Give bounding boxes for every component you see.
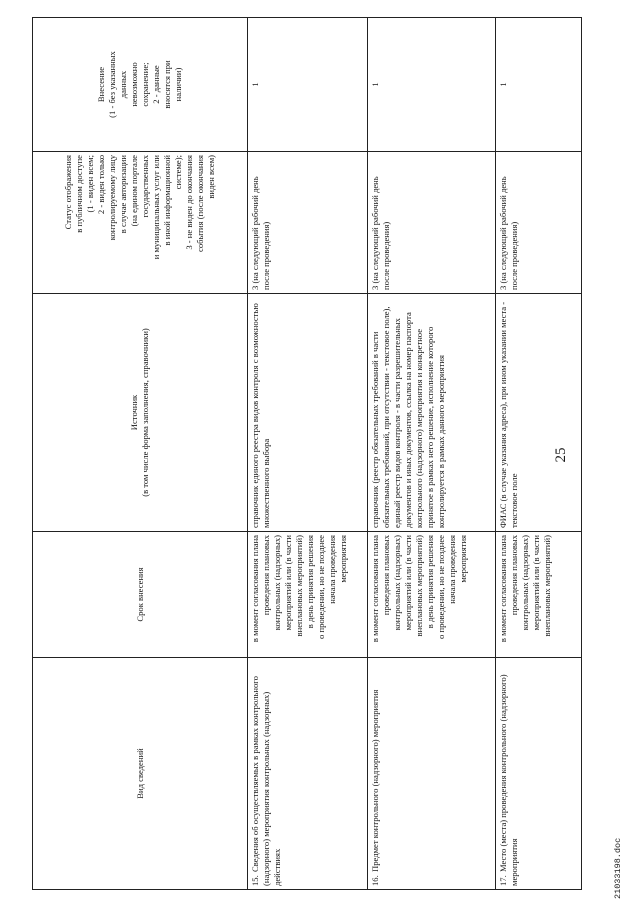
row-deadline: в момент согласования плана проведения плановых контрольных (надзорных) мероприятий или (в части внеплановых мероприятий) в день принятия решения о проведении, но не позднее начала проведения мероприятия: [368, 532, 496, 658]
header-source: Источник (в том числе форма заполнения, справочники): [33, 294, 248, 532]
row-source: справочник (реестр обязательных требований в части обязательных требований, при отсутствии - текстовое поле), единый реестр видов контроля - в части разрешительных документов и иных документов, ссылка на номер паспорта контрольного (надзорного) мероприятия и конкретное принятое в рамках него решение, исполнение которого контролируется в рамках данного мероприятия: [368, 294, 496, 532]
header-entry: Внесение (1 - без указанных данных невозможно сохранение; 2 - данные вносятся при наличии): [33, 18, 248, 152]
header-kind: Вид сведений: [33, 658, 248, 890]
table-header-row: [33, 18, 248, 890]
row-status: 3 (на следующий рабочий день после проведения): [368, 152, 496, 294]
table-row: [368, 18, 496, 890]
row-entry: 1: [248, 18, 368, 152]
table-row: [248, 18, 368, 890]
row-number: 16.: [370, 875, 380, 886]
row-deadline: в момент согласования плана проведения плановых контрольных (надзорных) мероприятий или (в части внеплановых мероприятий): [496, 532, 582, 658]
header-status: Статус отображения в публичном доступе (1 - виден всем; 2 - виден только контролируемому лицу в случае авторизации (на едином портале государственных и муниципальных услуг или в иной информационной системе); 3 - не виден до окончания события (после окончания виден всем): [33, 152, 248, 294]
row-entry: 1: [368, 18, 496, 152]
row-deadline: в момент согласования плана проведения плановых контрольных (надзорных) мероприятий или (в части внеплановых мероприятий) в день принятия решения о проведении, но не позднее начала проведения мероприятия: [248, 532, 368, 658]
page-number: 25: [553, 447, 569, 463]
row-number: 17.: [498, 875, 508, 886]
row-source: ФИАС (в случае указания адреса), при ином указании места - текстовое поле: [496, 294, 582, 532]
row-kind: 15.Сведения об осуществляемых в рамках контрольного (надзорного) мероприятия контрольных (надзорных) действиях: [248, 658, 368, 890]
header-deadline: Срок внесения: [33, 532, 248, 658]
footer-filename: 21033198.doc: [613, 837, 623, 899]
row-source: справочник единого реестра видов контроля с возможностью множественного выбора: [248, 294, 368, 532]
row-kind: 16.Предмет контрольного (надзорного) мероприятия: [368, 658, 496, 890]
row-number: 15.: [250, 875, 260, 886]
row-status: 3 (на следующий рабочий день после проведения): [496, 152, 582, 294]
info-table: [32, 17, 582, 890]
row-status: 3 (на следующий рабочий день после проведения): [248, 152, 368, 294]
row-entry: 1: [496, 18, 582, 152]
row-kind: 17.Место (места) проведения контрольного (надзорного) мероприятия: [496, 658, 582, 890]
